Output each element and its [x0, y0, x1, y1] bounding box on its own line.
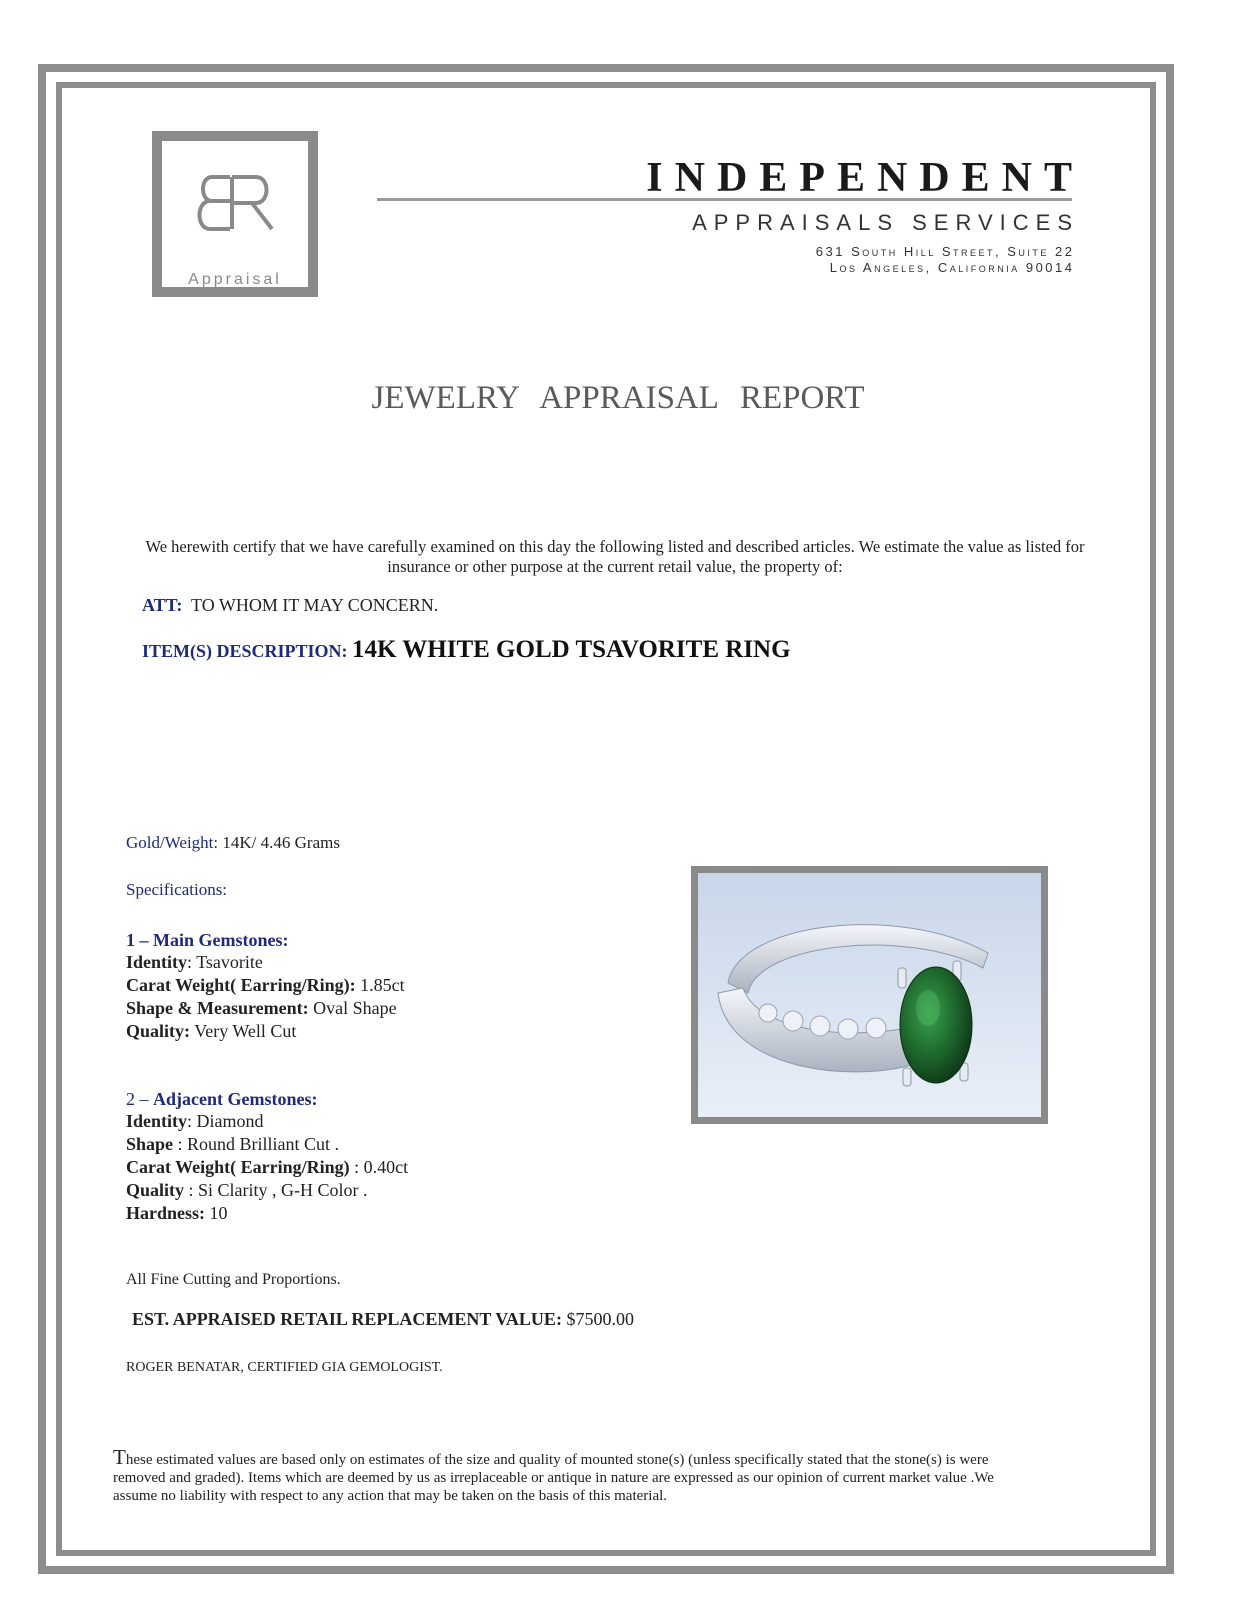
- adjacent-identity-value: : Diamond: [187, 1111, 264, 1131]
- adjacent-heading-num: 2 –: [126, 1089, 149, 1109]
- adjacent-heading-text: Adjacent Gemstones:: [153, 1089, 318, 1109]
- certification-text: We herewith certify that we have carefully examined on this day the following listed and described articles. We estimate the value as listed for insurance or other purpose at the current retail value, the property of:: [145, 537, 1085, 576]
- adjacent-hardness: [126, 1202, 228, 1224]
- fine-cutting-note: All Fine Cutting and Proportions.: [126, 1271, 341, 1288]
- main-shape-label: Shape & Measurement:: [126, 998, 309, 1018]
- adjacent-gemstones-heading: [126, 1088, 317, 1110]
- br-appraisal-logo: [152, 131, 318, 297]
- adjacent-quality-label: Quality: [126, 1180, 185, 1200]
- disclaimer-initial: T: [113, 1445, 126, 1469]
- address-line-2: Los Angeles, California 90014: [829, 260, 1075, 275]
- att-label: ATT:: [142, 595, 183, 615]
- adjacent-hardness-value: 10: [209, 1203, 228, 1223]
- adjacent-shape-label: Shape: [126, 1134, 174, 1154]
- specifications-label: Specifications:: [126, 880, 228, 899]
- main-quality-label: Quality:: [126, 1021, 191, 1041]
- main-carat: [126, 974, 405, 996]
- adjacent-shape: [126, 1133, 339, 1155]
- main-quality-value: Very Well Cut: [194, 1021, 297, 1041]
- adjacent-carat-label: Carat Weight( Earring/Ring): [126, 1157, 350, 1177]
- br-logo-mark-icon: [162, 141, 308, 287]
- main-heading-text: Main Gemstones:: [153, 930, 289, 950]
- address-line-1: 631 South Hill Street, Suite 22: [815, 244, 1075, 259]
- main-identity-value: : Tsavorite: [187, 952, 263, 972]
- adjacent-hardness-label: Hardness:: [126, 1203, 206, 1223]
- adjacent-carat: [126, 1156, 408, 1178]
- item-value: 14K WHITE GOLD TSAVORITE RING: [352, 636, 791, 663]
- ring-photo: [691, 866, 1048, 1124]
- main-carat-value: 1.85ct: [360, 975, 405, 995]
- main-shape-value: Oval Shape: [313, 998, 397, 1018]
- adjacent-quality-value: : Si Clarity , G-H Color .: [188, 1180, 368, 1200]
- appraised-value-amount: $7500.00: [566, 1309, 634, 1329]
- gold-weight: [126, 832, 340, 854]
- main-shape: [126, 997, 397, 1019]
- company-name: INDEPENDENT: [646, 155, 1084, 201]
- item-description: [142, 636, 791, 664]
- adjacent-quality: [126, 1179, 368, 1201]
- main-identity-label: Identity: [126, 952, 188, 972]
- disclaimer-text: hese estimated values are based only on estimates of the size and quality of mounted stone(s) (unless specifically stated that the stone(s) is were removed and graded). Items which are deemed by us as irreplaceable or antique in nature are expressed as our opinion of current market value .We assume no liability with respect to any action that may be taken on the basis of this material.: [113, 1452, 994, 1504]
- main-quality: [126, 1020, 296, 1042]
- att-value: TO WHOM IT MAY CONCERN.: [191, 595, 439, 615]
- item-label: ITEM(S) DESCRIPTION:: [142, 641, 348, 661]
- appraised-value-label: EST. APPRAISED RETAIL REPLACEMENT VALUE:: [132, 1309, 562, 1329]
- appraised-value: [132, 1308, 634, 1330]
- adjacent-carat-value: : 0.40ct: [354, 1157, 409, 1177]
- gold-weight-value: 14K/ 4.46 Grams: [222, 833, 340, 852]
- gemologist-signature: ROGER BENATAR, CERTIFIED GIA GEMOLOGIST.: [126, 1360, 443, 1375]
- adjacent-shape-value: : Round Brilliant Cut .: [177, 1134, 340, 1154]
- company-subtitle: APPRAISALS SERVICES: [692, 210, 1079, 235]
- main-gemstones-heading: [126, 929, 288, 951]
- adjacent-identity-label: Identity: [126, 1111, 188, 1131]
- main-heading-num: 1 –: [126, 930, 149, 950]
- tsavorite-ring-image-icon: [698, 873, 1041, 1117]
- att-line: [142, 595, 438, 616]
- main-identity: [126, 951, 263, 973]
- report-title: JEWELRY APPRAISAL REPORT: [371, 380, 865, 416]
- adjacent-identity: [126, 1110, 264, 1132]
- disclaimer: [113, 1445, 1033, 1505]
- main-carat-label: Carat Weight( Earring/Ring):: [126, 975, 356, 995]
- logo-text: Appraisal: [188, 271, 282, 288]
- inner-border: [56, 82, 1156, 1556]
- gold-weight-label: Gold/Weight:: [126, 833, 219, 852]
